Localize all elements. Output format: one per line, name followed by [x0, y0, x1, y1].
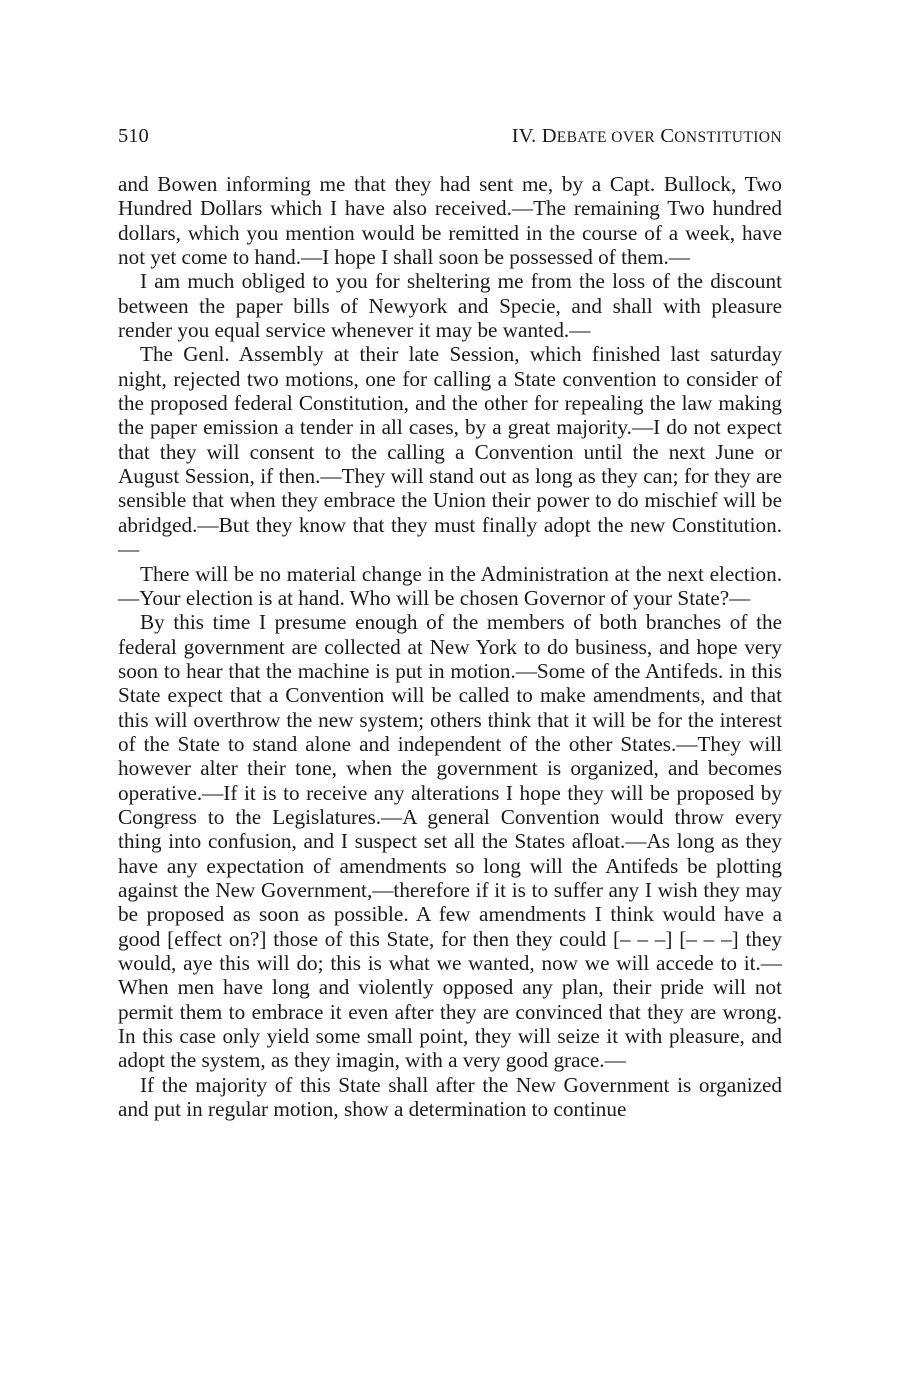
paragraph: There will be no material change in the Administration at the next election.—Your election is at hand. Who will be chosen Governor of your State?— — [118, 561, 782, 610]
page-number: 510 — [118, 125, 149, 147]
running-head-smallcaps-1: EBATE OVER — [556, 129, 656, 146]
paragraph: The Genl. Assembly at their late Session, which finished last saturday night, rejected two motions, one for calling a State convention to consider of the proposed federal Constitution, and the other for repealing the law making the paper emission a tender in all cases, by a great majority.—I do not expect that they will consent to the calling a Convention until the next June or August Session, if then.—They will stand out as long as they can; for they are sensible that when they embrace the Union their power to do mischief will be abridged.—But they know that they must finally adopt the new Constitution.— — [118, 342, 782, 562]
body-text — [118, 172, 782, 1121]
paragraph: I am much obliged to you for sheltering me from the loss of the discount between the paper bills of Newyork and Specie, and shall with pleasure render you equal service whenever it may be wanted.— — [118, 269, 782, 343]
paragraph: By this time I presume enough of the members of both branches of the federal government are collected at New York to do business, and hope very soon to hear that the machine is put in motion.—Some of the Antifeds. in this State expect that a Convention will be called to make amendments, and that this will overthrow the new system; others think that it will be for the interest of the State to stand alone and independent of the other States.—They will however alter their tone, when the government is organized, and becomes operative.—If it is to receive any alterations I hope they will be proposed by Congress to the Legislatures.—A general Convention would throw every thing into confusion, and I suspect set all the States afloat.—As long as they have any expectation of amendments so long will the Antifeds be plotting against the New Government,—therefore if it is to suffer any I wish they may be proposed as soon as possible. A few amendments I think would have a good [effect on?] those of this State, for then they could [– – –] [– – –] they would, aye this will do; this is what we wanted, now we will accede to it.—When men have long and violently opposed any plan, their pride will not permit them to embrace it even after they are convinced that they are wrong. In this case only yield some small point, they will seize it with pleasure, and adopt the system, as they imagin, with a very good grace.— — [118, 610, 782, 1073]
paragraph-continued: and Bowen informing me that they had sent me, by a Capt. Bullock, Two Hundred Dollars which I have also received.—The remaining Two hundred dollars, which you mention would be remitted in the course of a week, have not yet come to hand.—I hope I shall soon be possessed of them.— — [118, 172, 782, 270]
paragraph: If the majority of this State shall after the New Government is organized and put in regular motion, show a determination to continue — [118, 1072, 782, 1122]
running-head-prefix: IV. D — [511, 125, 557, 147]
running-head — [512, 122, 782, 152]
page-header — [118, 122, 782, 150]
running-head-mid: C — [655, 125, 675, 147]
running-head-smallcaps-2: ONSTITUTION — [674, 129, 782, 146]
